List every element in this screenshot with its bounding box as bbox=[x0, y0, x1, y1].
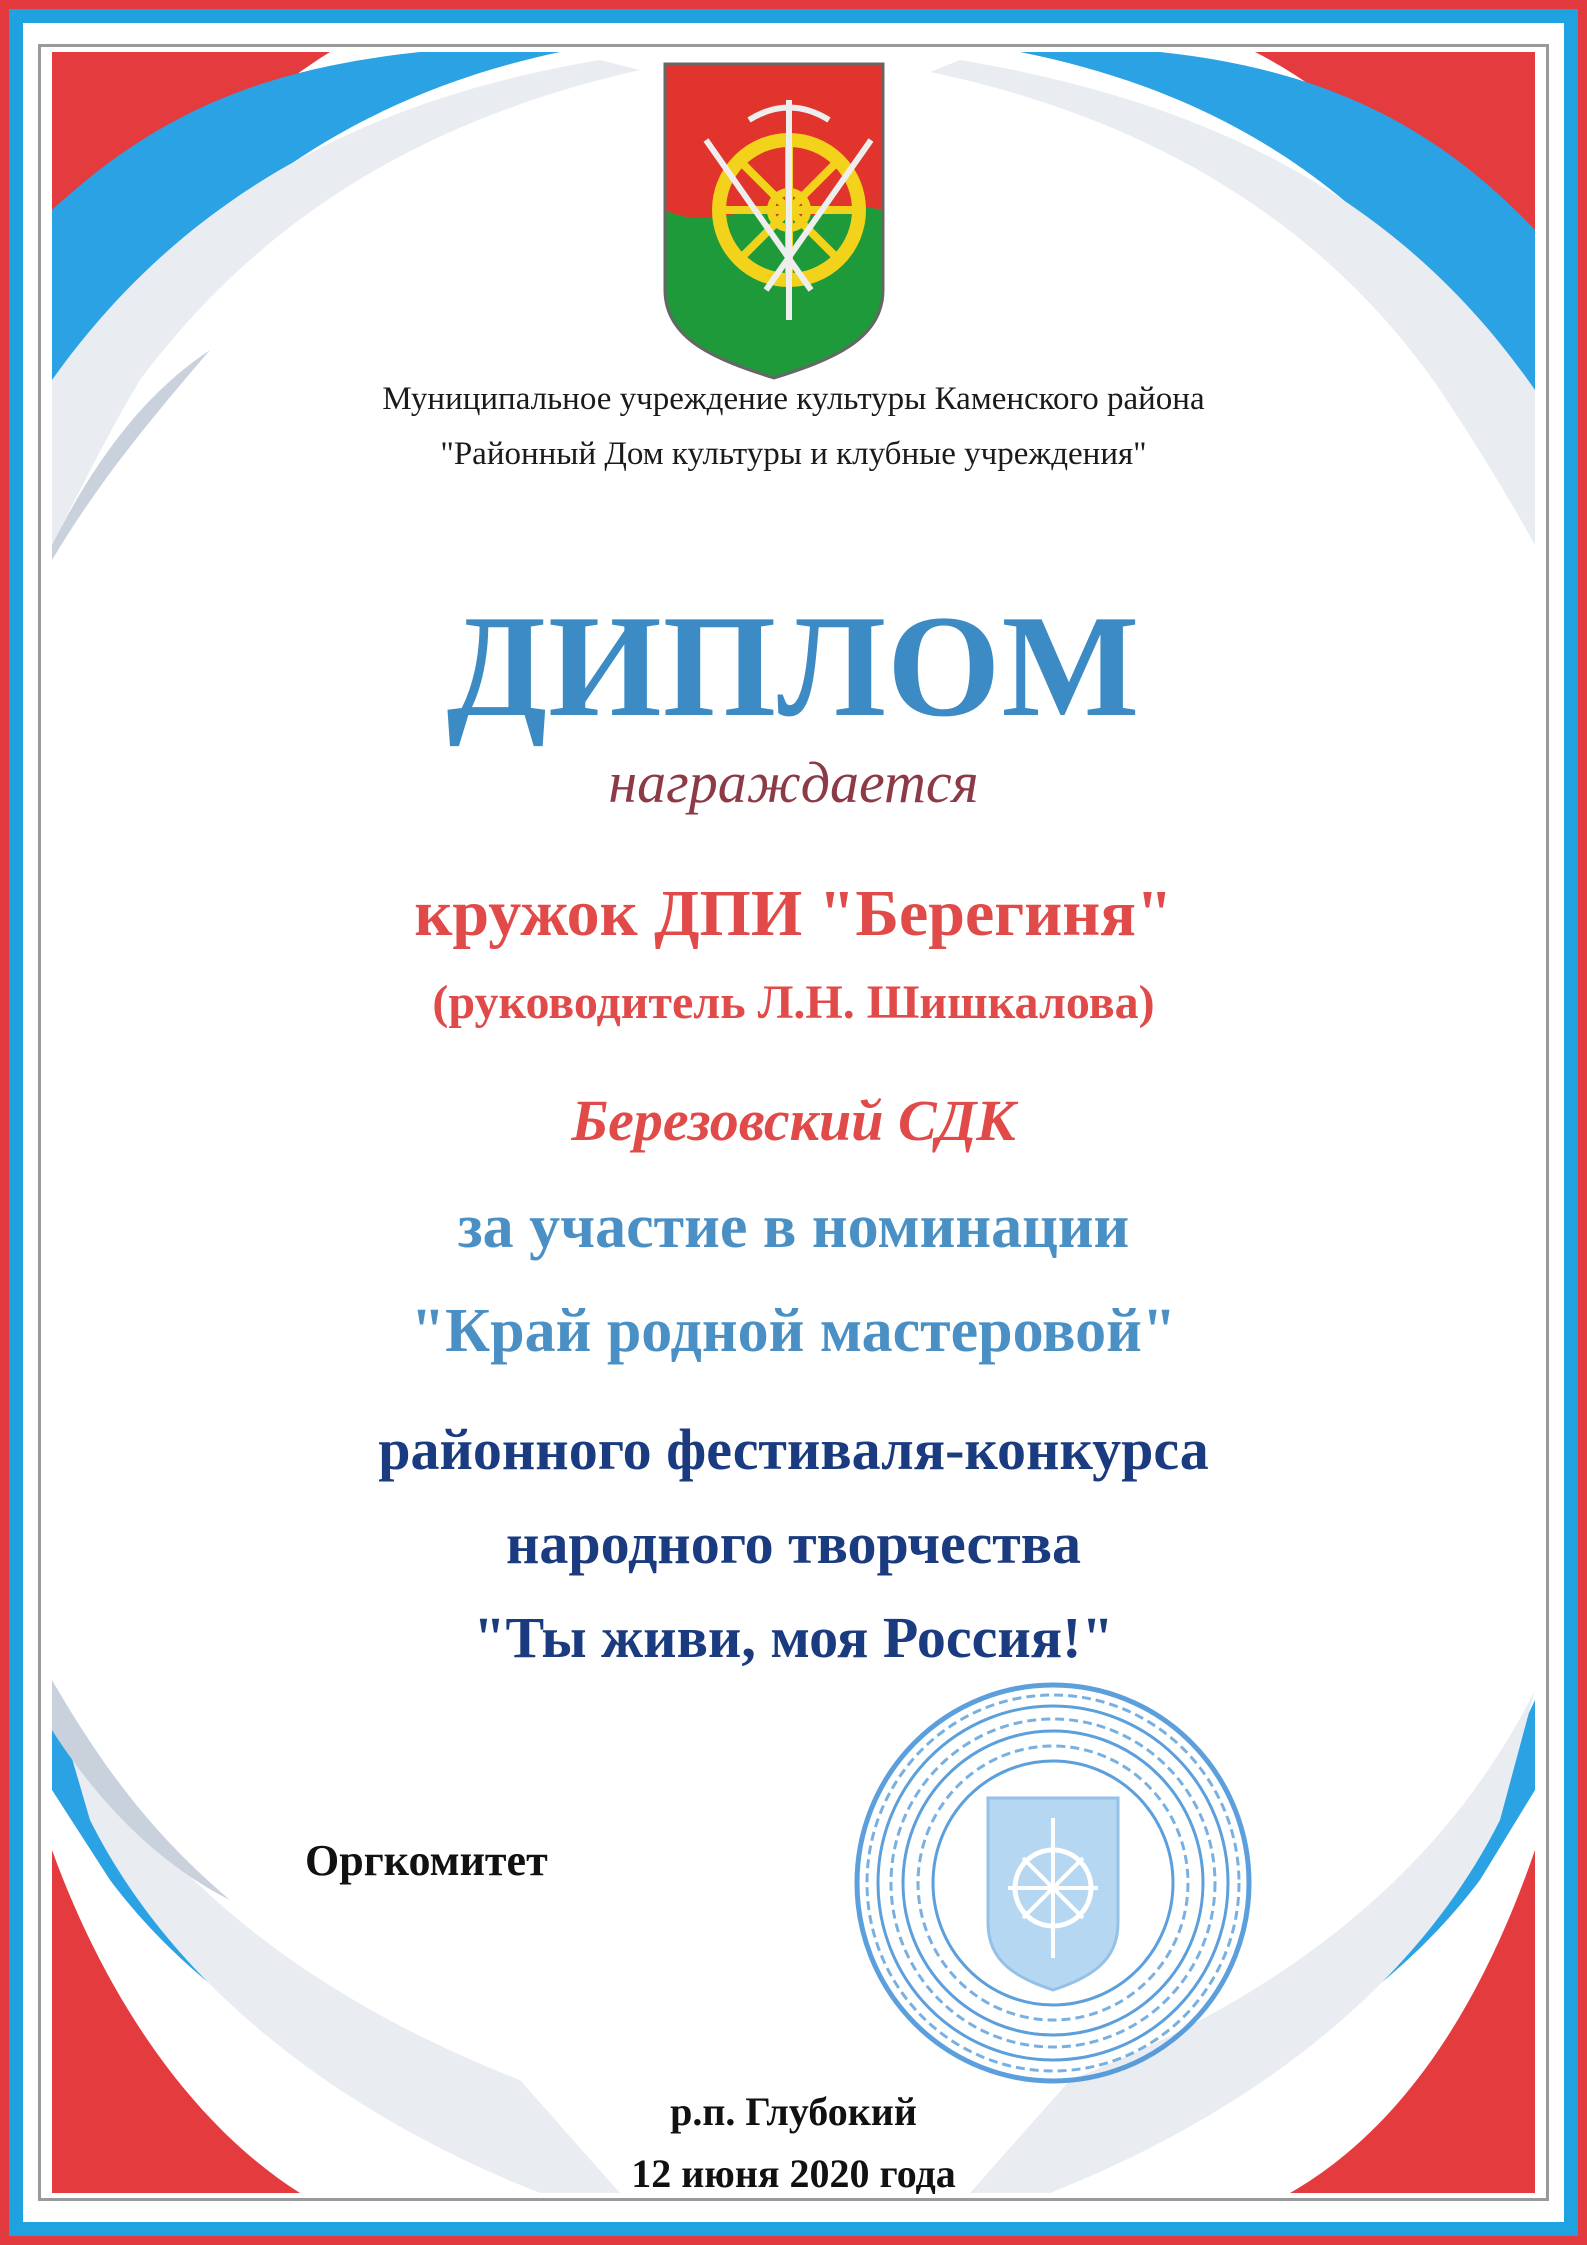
location-text: р.п. Глубокий bbox=[670, 2089, 917, 2134]
festival-line-3: "Ты живи, моя Россия!" bbox=[473, 1605, 1114, 1670]
festival-line-2: народного творчества bbox=[505, 1511, 1082, 1576]
coat-of-arms-icon bbox=[661, 60, 887, 380]
date-text: 12 июня 2020 года bbox=[631, 2151, 956, 2196]
institution-name: Березовский СДК bbox=[571, 1088, 1016, 1153]
recipient-leader: (руководитель Л.Н. Шишкалова) bbox=[432, 976, 1155, 1029]
organization-line-2: "Районный Дом культуры и клубные учреждения" bbox=[440, 436, 1147, 472]
diploma-title: ДИПЛОМ bbox=[446, 585, 1141, 747]
nomination-title: "Край родной мастеровой" bbox=[410, 1297, 1177, 1365]
signatory-label: Оргкомитет bbox=[305, 1836, 548, 1885]
awarded-text: награждается bbox=[608, 750, 979, 815]
recipient-name: кружок ДПИ "Берегиня" bbox=[414, 877, 1173, 950]
official-stamp-icon bbox=[848, 1678, 1258, 2088]
festival-line-1: районного фестиваля-конкурса bbox=[378, 1417, 1209, 1482]
participation-line: за участие в номинации bbox=[457, 1193, 1130, 1261]
organization-line-1: Муниципальное учреждение культуры Каменского района bbox=[382, 381, 1205, 417]
